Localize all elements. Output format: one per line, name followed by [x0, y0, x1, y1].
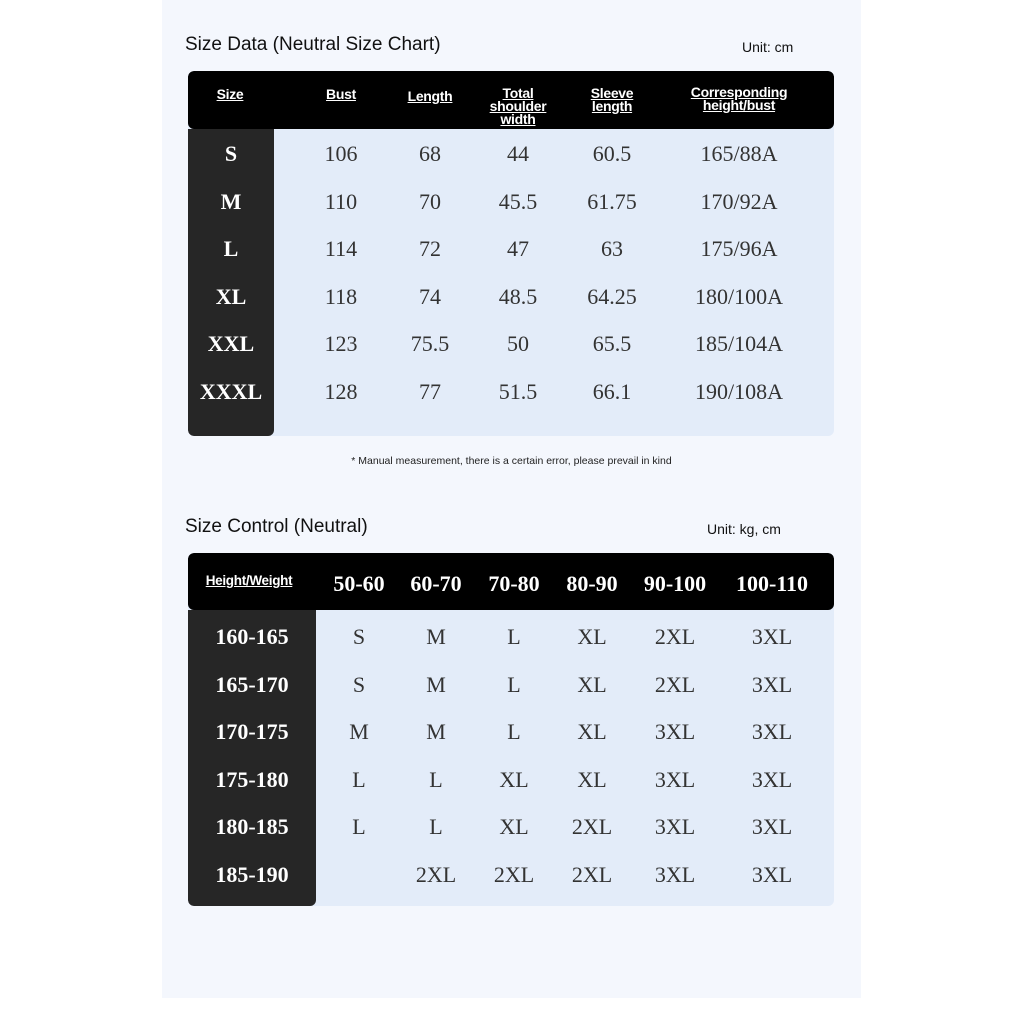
- size-data-header-1: Bust: [326, 86, 356, 102]
- size-control-cell: 3XL: [654, 814, 696, 839]
- measurement-note: * Manual measurement, there is a certain error, please prevail in kind: [351, 455, 672, 467]
- size-data-cell: 74: [419, 283, 441, 309]
- size-data-cell: 123: [324, 331, 358, 356]
- size-control-cell: XL: [577, 671, 607, 697]
- weight-range-header: 100-110: [735, 571, 809, 596]
- size-label: XXXL: [199, 378, 263, 404]
- size-data-header-3: Total shoulder width: [489, 85, 547, 127]
- size-data-title: Size Data (Neutral Size Chart): [185, 34, 441, 55]
- size-control-table: [188, 553, 834, 906]
- size-data-cell: 118: [324, 283, 358, 309]
- size-control-cell: 3XL: [654, 719, 696, 744]
- weight-range-header: 90-100: [643, 571, 707, 596]
- size-data-table: [188, 71, 834, 436]
- size-data-cell: 48.5: [498, 283, 538, 309]
- size-control-cell: L: [429, 766, 443, 792]
- size-data-cell: 44: [507, 141, 529, 166]
- size-control-cell: 3XL: [751, 814, 793, 839]
- size-control-cell: 3XL: [654, 861, 696, 887]
- size-data-cell: 165/88A: [700, 141, 778, 166]
- size-data-cell: 175/96A: [700, 236, 778, 261]
- size-data-cell: 114: [324, 236, 358, 261]
- size-control-cell: XL: [577, 624, 607, 649]
- height-range-label: 175-180: [215, 766, 289, 792]
- size-data-header-2: Length: [407, 88, 453, 104]
- size-label: XXL: [207, 331, 255, 356]
- size-control-cell: M: [426, 719, 446, 744]
- size-data-cell: 51.5: [498, 378, 538, 404]
- height-range-label: 180-185: [215, 814, 289, 839]
- size-control-cell: S: [352, 671, 366, 697]
- size-data-cell: 47: [507, 236, 529, 261]
- size-control-cell: XL: [499, 766, 529, 792]
- size-data-cell: 50: [507, 331, 529, 356]
- size-control-cell: 2XL: [493, 861, 535, 887]
- size-control-cell: XL: [499, 814, 529, 839]
- size-control-cell: 3XL: [751, 861, 793, 887]
- size-data-cell: 61.75: [587, 188, 637, 214]
- size-control-cell: L: [507, 671, 521, 697]
- size-control-cell: XL: [577, 719, 607, 744]
- size-control-cell: L: [352, 814, 366, 839]
- size-control-cell: M: [426, 671, 446, 697]
- size-data-cell: 110: [324, 188, 358, 214]
- size-control-cell: 2XL: [415, 861, 457, 887]
- size-control-cell: XL: [577, 766, 607, 792]
- size-data-cell: 65.5: [592, 331, 632, 356]
- size-control-cell: 3XL: [751, 719, 793, 744]
- size-control-cell: L: [507, 624, 521, 649]
- size-data-unit: Unit: cm: [742, 39, 794, 55]
- height-range-label: 185-190: [215, 861, 289, 887]
- size-label: L: [223, 236, 239, 261]
- size-data-cell: 72: [419, 236, 441, 261]
- size-control-cell: 2XL: [654, 624, 696, 649]
- size-data-cell: 190/108A: [695, 378, 783, 404]
- size-control-cell: S: [352, 624, 366, 649]
- size-control-cell: 2XL: [654, 671, 696, 697]
- weight-range-header: 70-80: [488, 571, 540, 596]
- size-control-cell: L: [507, 719, 521, 744]
- size-data-cell: 68: [419, 141, 441, 166]
- height-range-label: 170-175: [215, 719, 289, 744]
- size-data-cell: 128: [324, 378, 358, 404]
- size-data-cell: 70: [419, 188, 441, 214]
- size-label: M: [220, 188, 242, 214]
- size-data-header-4: Sleeve length: [590, 85, 634, 114]
- size-data-cell: 77: [419, 378, 441, 404]
- size-control-cell: 3XL: [654, 766, 696, 792]
- height-range-label: 165-170: [215, 671, 289, 697]
- size-data-header-0: Size: [216, 86, 244, 102]
- size-data-cell: 60.5: [592, 141, 632, 166]
- size-control-cell: 3XL: [751, 671, 793, 697]
- size-data-cell: 75.5: [410, 331, 450, 356]
- size-control-unit: Unit: kg, cm: [707, 521, 781, 537]
- height-weight-corner-label: Height/Weight: [205, 573, 293, 588]
- size-data-cell: 66.1: [592, 378, 632, 404]
- size-data-cell: 180/100A: [695, 283, 783, 309]
- size-data-header-5: Corresponding height/bust: [690, 84, 788, 113]
- size-control-title: Size Control (Neutral): [185, 516, 368, 537]
- size-control-cell: 2XL: [571, 861, 613, 887]
- size-label: S: [224, 141, 238, 166]
- size-control-cell: 3XL: [751, 624, 793, 649]
- size-control-cell: M: [426, 624, 446, 649]
- weight-range-header: 50-60: [333, 571, 385, 596]
- height-range-label: 160-165: [215, 624, 289, 649]
- size-control-cell: 3XL: [751, 766, 793, 792]
- size-data-cell: 106: [324, 141, 358, 166]
- weight-range-header: 60-70: [410, 571, 462, 596]
- size-control-cell: L: [352, 766, 366, 792]
- size-data-cell: 64.25: [587, 283, 637, 309]
- size-data-cell: 63: [601, 236, 623, 261]
- size-control-cell: M: [349, 719, 369, 744]
- size-data-cell: 45.5: [498, 188, 538, 214]
- weight-range-header: 80-90: [566, 571, 618, 596]
- size-data-cell: 185/104A: [695, 331, 783, 356]
- size-label: XL: [215, 283, 247, 309]
- size-control-cell: 2XL: [571, 814, 613, 839]
- size-control-cell: L: [429, 814, 443, 839]
- size-data-cell: 170/92A: [700, 188, 778, 214]
